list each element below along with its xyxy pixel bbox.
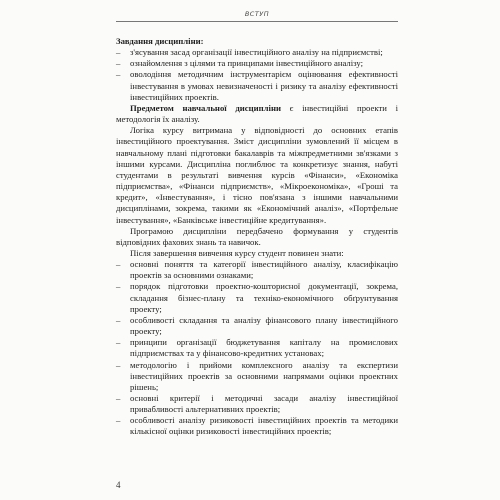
page-body	[116, 36, 398, 438]
tasks-list	[116, 47, 398, 103]
list-item: – основні критерії і методичні засади аналізу інвестиційної привабливості альтернативних проектів;	[116, 393, 398, 415]
knowledge-list	[116, 259, 398, 438]
list-item: – особливості аналізу ризиковості інвестиційних проектів та методики кількісної оцінки ризиковості інвестиційних проектів;	[116, 415, 398, 437]
list-item: – особливості складання та аналізу фінансового плану інвестиційного проекту;	[116, 315, 398, 337]
program-paragraph: Програмою дисципліни передбачено формування у студентів відповідних фахових знань та навичок.	[116, 225, 398, 247]
list-item: – оволодіння методичним інструментарієм оцінювання ефективності інвестування в умовах невизначеності і ризику та аналізу ефективності інвестиційних проектів.	[116, 69, 398, 102]
subject-paragraph	[116, 103, 398, 125]
subject-rest: є інвестиційні проекти і методологія їх аналізу.	[116, 102, 398, 125]
list-item: – порядок підготовки проектно-кошторисної документації, зокрема, складання бізнес-плану та техніко-економічного обґрунтування проекту;	[116, 281, 398, 314]
running-header: ВСТУП	[116, 10, 398, 22]
after-course-paragraph: Після завершення вивчення курсу студент повинен знати:	[130, 247, 344, 258]
list-item: – з'ясування засад організації інвестиційного аналізу на підприємстві;	[116, 47, 398, 58]
subject-lead: Предметом навчальної дисципліни	[130, 102, 281, 113]
list-item: – основні поняття та категорії інвестиційного аналізу, класифікацію проектів за основними ознаками;	[116, 259, 398, 281]
page-number: 4	[116, 480, 121, 490]
list-item: – ознайомлення з цілями та принципами інвестиційного аналізу;	[116, 58, 398, 69]
list-item: – принципи організації бюджетування капіталу на промислових підприємствах та у фінансово-кредитних установах;	[116, 337, 398, 359]
list-item: – методологію і прийоми комплексного аналізу та експертизи інвестиційних проектів за основними напрямами оцінки проектних рішень;	[116, 360, 398, 393]
logic-paragraph: Логіка курсу витримана у відповідності до основних етапів інвестиційного проектування. Зміст дисципліни зумовлений її місцем в навчальному плані підготовки бакалаврів та міжпредметними зв'язками з іншими курсами. Дисципліна поглиблює та конкретизує знання, набуті студентами в результаті вивчення курсів «Фінанси», «Економіка підприємства», «Фінанси підприємств», «Мікроекономіка», «Гроші та кредит», «Інвестування», і тісно пов'язана з іншими навчальними дисциплінами, зокрема, такими як «Економічний аналіз», «Портфельне інвестування», «Банківське інвестиційне кредитування».	[116, 125, 398, 225]
tasks-heading: Завдання дисципліни:	[116, 36, 204, 46]
